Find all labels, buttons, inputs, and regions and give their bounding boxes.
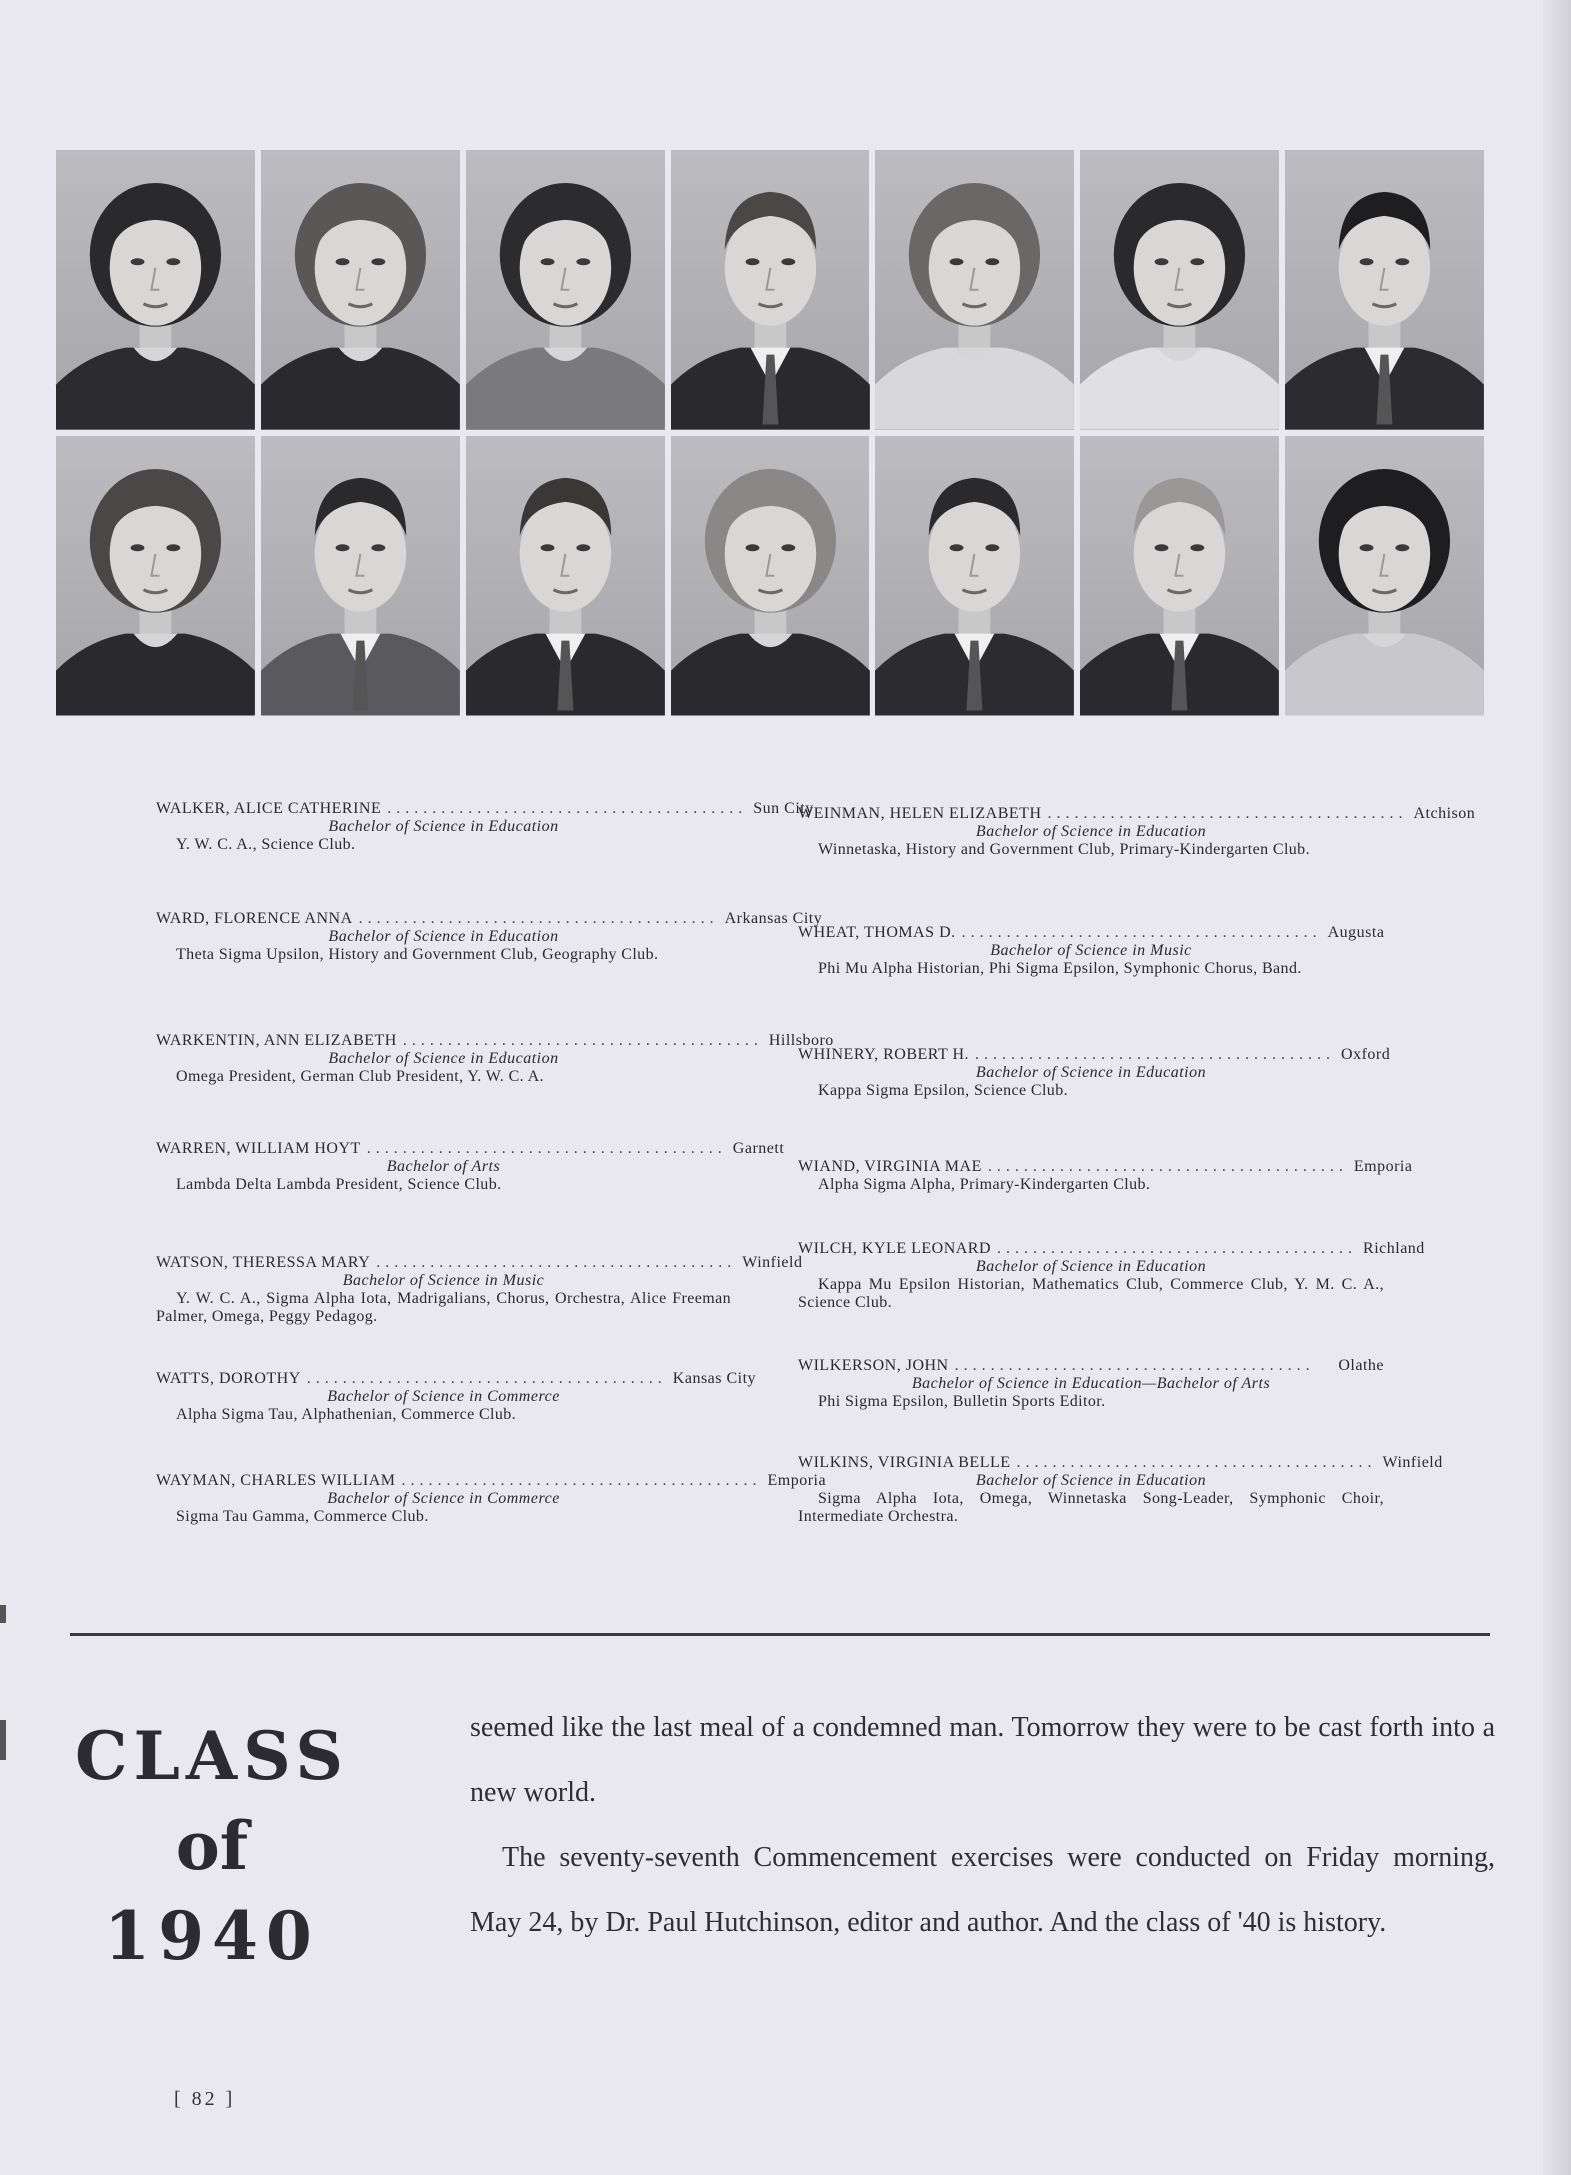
activities: Alpha Sigma Alpha, Primary-Kindergarten Club. (818, 1176, 1151, 1193)
name-line (798, 1454, 1443, 1472)
class-heading (72, 1710, 352, 1982)
leader-dots: ........................................ (387, 800, 748, 817)
roster-entry (156, 1140, 785, 1194)
name-line (798, 1357, 1384, 1375)
hometown: Atchison (1413, 805, 1476, 822)
student-name: WAYMAN, CHARLES WILLIAM (156, 1472, 396, 1489)
activities: Omega President, German Club President, Y. W. C. A. (176, 1068, 544, 1085)
hometown: Emporia (1353, 1158, 1413, 1175)
leader-dots: ........................................ (366, 1140, 727, 1157)
name-line (156, 1140, 785, 1158)
name-line (798, 1158, 1413, 1176)
hometown: Arkansas City (724, 910, 823, 927)
name-line (798, 924, 1384, 942)
degree: Bachelor of Science in Education (975, 1472, 1207, 1489)
portrait-photo (261, 150, 460, 430)
degree: Bachelor of Science in Education (328, 818, 559, 835)
binding-mark (0, 1605, 6, 1623)
portrait-photo (466, 150, 665, 430)
hometown: Emporia (767, 1472, 827, 1489)
name-line (156, 1370, 757, 1388)
degree: Bachelor of Science in Education (328, 1050, 559, 1067)
class-heading-line1: CLASS (74, 1717, 350, 1795)
portrait-grid (56, 150, 1484, 715)
leader-dots: ........................................ (954, 1357, 1315, 1374)
student-name: WIAND, VIRGINIA MAE (798, 1158, 982, 1175)
hometown: Winfield (1382, 1454, 1443, 1471)
name-line (156, 1032, 834, 1050)
portrait-photo (466, 436, 665, 716)
portrait-photo (875, 150, 1074, 430)
portrait-photo (671, 150, 870, 430)
student-name: WHEAT, THOMAS D. (798, 924, 956, 941)
activities: Phi Mu Alpha Historian, Phi Sigma Epsilon, Symphonic Chorus, Band. (818, 960, 1302, 977)
page-edge (1543, 0, 1571, 2175)
hometown: Richland (1363, 1240, 1425, 1257)
portrait-photo (875, 436, 1074, 716)
leader-dots: ........................................ (306, 1370, 667, 1387)
degree: Bachelor of Science in Commerce (327, 1490, 560, 1507)
class-heading-line3: 1940 (104, 1897, 320, 1975)
hometown: Kansas City (672, 1370, 757, 1387)
degree: Bachelor of Science in Education (975, 1064, 1207, 1081)
page-number: [ 82 ] (174, 2088, 236, 2110)
binding-mark (0, 1720, 6, 1760)
roster-entry (798, 805, 1476, 859)
student-name: WATTS, DOROTHY (156, 1370, 301, 1387)
activities: Lambda Delta Lambda President, Science Club. (176, 1176, 502, 1193)
degree: Bachelor of Arts (386, 1158, 501, 1175)
student-name: WILCH, KYLE LEONARD (798, 1240, 992, 1257)
leader-dots: ........................................ (975, 1046, 1336, 1063)
name-line (798, 805, 1476, 823)
activities: Y. W. C. A., Science Club. (176, 836, 356, 853)
name-line (156, 800, 814, 818)
narrative-paragraph: seemed like the last meal of a condemned man. Tomorrow they were to be cast forth into a new world. (470, 1712, 1495, 1808)
roster-entry (798, 1454, 1443, 1526)
narrative-paragraph: The seventy-seventh Commencement exercises were conducted on Friday morning, May 24, by Dr. Paul Hutchinson, editor and author. And the class of '40 is history. (470, 1842, 1495, 1938)
leader-dots: ........................................ (401, 1472, 762, 1489)
activities: Phi Sigma Epsilon, Bulletin Sports Editor. (818, 1393, 1106, 1410)
roster-entry (156, 910, 823, 964)
activities: Theta Sigma Upsilon, History and Government Club, Geography Club. (176, 946, 659, 963)
student-name: WILKERSON, JOHN (798, 1357, 949, 1374)
portrait-photo (1080, 150, 1279, 430)
student-name: WHINERY, ROBERT H. (798, 1046, 970, 1063)
student-name: WARKENTIN, ANN ELIZABETH (156, 1032, 397, 1049)
hometown: Hillsboro (768, 1032, 834, 1049)
roster-entry (798, 924, 1384, 978)
hometown: Winfield (742, 1254, 803, 1271)
leader-dots: ........................................ (997, 1240, 1358, 1257)
portrait-photo (1285, 436, 1484, 716)
roster-entry (798, 1240, 1425, 1312)
leader-dots: ........................................ (376, 1254, 737, 1271)
portrait-photo (56, 436, 255, 716)
roster-entry (156, 800, 814, 854)
student-name: WEINMAN, HELEN ELIZABETH (798, 805, 1042, 822)
degree: Bachelor of Science in Music (990, 942, 1192, 959)
activities: Sigma Alpha Iota, Omega, Winnetaska Song-Leader, Symphonic Choir, Intermediate Orchestra. (798, 1490, 1384, 1525)
leader-dots: ........................................ (1016, 1454, 1377, 1471)
student-name: WILKINS, VIRGINIA BELLE (798, 1454, 1011, 1471)
name-line (156, 910, 823, 928)
roster-entry (156, 1472, 827, 1526)
narrative-text (470, 1695, 1495, 1955)
leader-dots: ........................................ (987, 1158, 1348, 1175)
portrait-photo (1285, 150, 1484, 430)
degree: Bachelor of Science in Commerce (327, 1388, 560, 1405)
roster-entry (156, 1370, 757, 1424)
degree: Bachelor of Science in Education (328, 928, 559, 945)
activities: Kappa Mu Epsilon Historian, Mathematics Club, Commerce Club, Y. M. C. A., Science Club. (798, 1276, 1384, 1311)
roster-entry (156, 1032, 834, 1086)
activities: Kappa Sigma Epsilon, Science Club. (818, 1082, 1069, 1099)
portrait-photo (671, 436, 870, 716)
student-name: WARREN, WILLIAM HOYT (156, 1140, 361, 1157)
hometown: Sun City (753, 800, 814, 817)
portrait-photo (56, 150, 255, 430)
activities: Y. W. C. A., Sigma Alpha Iota, Madrigalians, Chorus, Orchestra, Alice Freeman Palmer, Omega, Peggy Pedagog. (156, 1290, 731, 1325)
degree: Bachelor of Science in Education (975, 1258, 1207, 1275)
hometown: Garnett (732, 1140, 785, 1157)
hometown: Olathe (1338, 1357, 1384, 1374)
name-line (798, 1240, 1425, 1258)
leader-dots: ........................................ (358, 910, 719, 927)
activities: Winnetaska, History and Government Club, Primary-Kindergarten Club. (818, 841, 1310, 858)
roster-entry (798, 1357, 1384, 1411)
horizontal-rule (70, 1633, 1490, 1636)
degree: Bachelor of Science in Education—Bachelor of Arts (911, 1375, 1271, 1392)
leader-dots: ........................................ (1047, 805, 1408, 822)
portrait-photo (1080, 436, 1279, 716)
leader-dots: ........................................ (961, 924, 1322, 941)
roster-entry (798, 1046, 1391, 1100)
roster-entry (156, 1254, 803, 1326)
degree: Bachelor of Science in Education (975, 823, 1207, 840)
student-name: WARD, FLORENCE ANNA (156, 910, 353, 927)
hometown: Augusta (1327, 924, 1385, 941)
activities: Sigma Tau Gamma, Commerce Club. (176, 1508, 429, 1525)
name-line (798, 1046, 1391, 1064)
student-name: WALKER, ALICE CATHERINE (156, 800, 382, 817)
hometown: Oxford (1341, 1046, 1391, 1063)
leader-dots: ........................................ (402, 1032, 763, 1049)
portrait-photo (261, 436, 460, 716)
degree: Bachelor of Science in Music (342, 1272, 545, 1289)
name-line (156, 1254, 803, 1272)
activities: Alpha Sigma Tau, Alphathenian, Commerce Club. (176, 1406, 517, 1423)
class-heading-line2: of (175, 1807, 249, 1885)
student-name: WATSON, THERESSA MARY (156, 1254, 371, 1271)
roster-entry (798, 1158, 1413, 1194)
name-line (156, 1472, 827, 1490)
